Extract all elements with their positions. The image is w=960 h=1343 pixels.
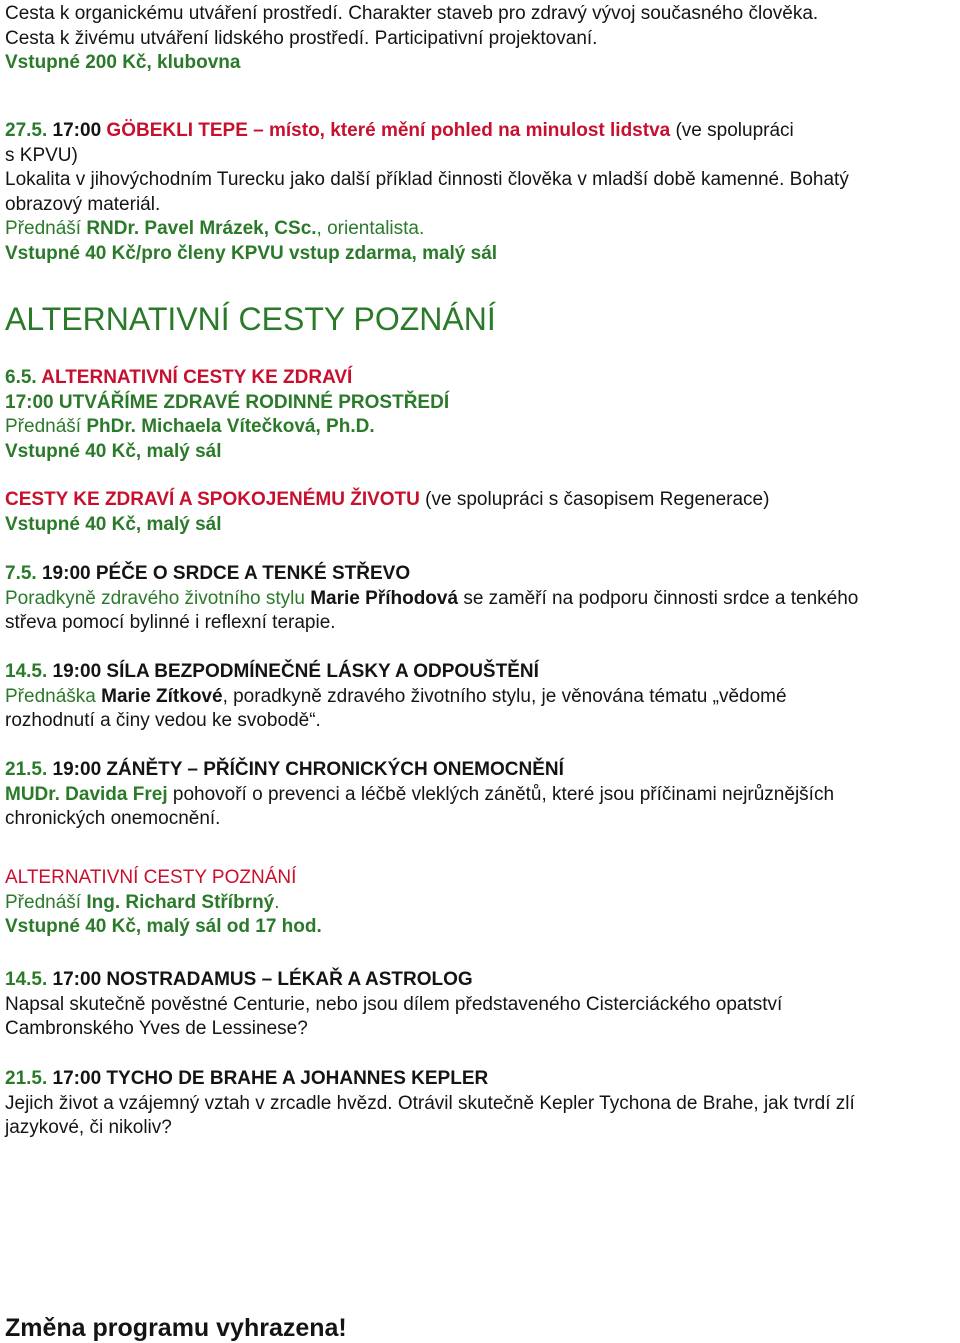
lecturer-role: , orientalista. xyxy=(316,218,425,239)
event-time: 17:00 xyxy=(47,120,107,141)
series-block xyxy=(5,488,957,537)
event-title: 19:00 PÉČE O SRDCE A TENKÉ STŘEVO xyxy=(36,563,411,584)
nostra-desc-1: Napsal skutečně pověstné Centurie, nebo jsou dílem představeného Cisterciáckého opatství xyxy=(5,993,783,1015)
desc-text: se zaměří na podporu činnosti srdce a tenkého xyxy=(458,587,859,609)
desc-text: , poradkyně zdravého životního stylu, je věnována tématu „vědomé xyxy=(222,685,787,707)
alt-entry: Vstupné 40 Kč, malý sál od 17 hod. xyxy=(5,916,322,937)
health-lecturer xyxy=(5,415,957,440)
health-heading xyxy=(5,366,957,391)
event-date: 21.5. xyxy=(5,759,48,780)
heart-heading xyxy=(5,562,957,587)
series-coop: (ve spolupráci s časopisem Regenerace) xyxy=(419,489,770,510)
lecturer-name: Marie Zítkové xyxy=(101,685,223,707)
series-title: CESTY KE ZDRAVÍ A SPOKOJENÉMU ŽIVOTU xyxy=(5,489,420,510)
intro-line-1: Cesta k organickému utváření prostředí. Charakter staveb pro zdravý vývoj současného člověka. xyxy=(5,3,819,24)
health-entry: Vstupné 40 Kč, malý sál xyxy=(5,440,222,462)
intro-line-2: Cesta k živému utváření lidského prostředí. Participativní projektovaní. xyxy=(5,27,598,49)
intro-entry: Vstupné 200 Kč, klubovna xyxy=(5,52,241,73)
footer-note: Změna programu vyhrazena! xyxy=(5,1314,347,1342)
nostra-event xyxy=(5,968,957,1042)
lecturer-prefix: Přednáší xyxy=(5,891,87,913)
love-desc-1 xyxy=(5,685,957,710)
heart-event xyxy=(5,562,957,636)
event-title: 17:00 NOSTRADAMUS – LÉKAŘ A ASTROLOG xyxy=(47,969,473,990)
lecturer-name: PhDr. Michaela Vítečková, Ph.D. xyxy=(86,416,375,437)
alt-block xyxy=(5,866,957,940)
event-date: 14.5. xyxy=(5,661,48,682)
lecturer-dot: . xyxy=(274,891,280,913)
heart-desc-1 xyxy=(5,587,957,612)
tycho-heading xyxy=(5,1067,957,1092)
series-heading xyxy=(5,488,957,513)
nostra-heading xyxy=(5,968,957,993)
desc-text: Poradkyně zdravého životního stylu xyxy=(5,587,311,609)
inflam-heading xyxy=(5,758,957,783)
lecturer-prefix: Přednáší xyxy=(5,218,87,239)
event-coop: (ve spolupráci xyxy=(670,120,794,141)
gobekli-desc-2: obrazový materiál. xyxy=(5,193,161,215)
event-date: 6.5. xyxy=(5,367,37,388)
heart-desc-2: střeva pomocí bylinné i reflexní terapie. xyxy=(5,612,336,633)
event-date: 21.5. xyxy=(5,1068,48,1089)
event-title: 17:00 TYCHO DE BRAHE A JOHANNES KEPLER xyxy=(47,1068,489,1089)
event-title: ALTERNATIVNÍ CESTY KE ZDRAVÍ xyxy=(36,367,353,388)
event-date: 14.5. xyxy=(5,969,48,990)
tycho-event xyxy=(5,1067,957,1141)
desc-text: pohovoří o prevenci a léčbě vleklých zánětů, které jsou příčinami nejrůznějších xyxy=(167,783,835,805)
inflam-event xyxy=(5,758,957,832)
love-event xyxy=(5,660,957,734)
gobekli-event xyxy=(5,119,957,266)
event-title: 19:00 ZÁNĚTY – PŘÍČINY CHRONICKÝCH ONEMOCNĚNÍ xyxy=(47,759,564,780)
love-desc-2: rozhodnutí a činy vedou ke svobodě“. xyxy=(5,710,321,731)
gobekli-lecturer xyxy=(5,217,957,242)
inflam-desc-2: chronických onemocnění. xyxy=(5,808,221,829)
lecturer-name: MUDr. Davida Frej xyxy=(5,783,168,805)
alt-lecturer xyxy=(5,891,957,916)
event-date: 7.5. xyxy=(5,563,37,584)
tycho-desc-1: Jejich život a vzájemný vztah v zrcadle hvězd. Otrávil skutečně Kepler Tychona de Brahe, jak tvrdí zlí xyxy=(5,1092,855,1114)
inflam-desc-1 xyxy=(5,783,957,808)
nostra-desc-2: Cambronského Yves de Lessinese? xyxy=(5,1018,308,1039)
gobekli-entry: Vstupné 40 Kč/pro členy KPVU vstup zdarma, malý sál xyxy=(5,242,498,264)
gobekli-heading xyxy=(5,119,957,144)
event-title: GÖBEKLI TEPE – místo, které mění pohled na minulost lidstva xyxy=(106,120,671,141)
lecturer-name: Marie Příhodová xyxy=(310,587,459,609)
lecturer-name: RNDr. Pavel Mrázek, CSc. xyxy=(86,218,317,239)
intro-block xyxy=(5,2,957,76)
alt-title: ALTERNATIVNÍ CESTY POZNÁNÍ xyxy=(5,867,297,888)
desc-text: Přednáška xyxy=(5,685,102,707)
gobekli-desc-1: Lokalita v jihovýchodním Turecku jako další příklad činnosti člověka v mladší době kamenné. Bohatý xyxy=(5,169,849,190)
health-event xyxy=(5,366,957,464)
lecturer-name: Ing. Richard Stříbrný xyxy=(86,891,275,913)
gobekli-coop-line: s KPVU) xyxy=(5,144,78,166)
tycho-desc-2: jazykové, či nikoliv? xyxy=(5,1117,172,1138)
event-title: 19:00 SÍLA BEZPODMÍNEČNÉ LÁSKY A ODPOUŠTĚNÍ xyxy=(47,661,539,682)
lecturer-prefix: Přednáší xyxy=(5,416,87,437)
section-heading: ALTERNATIVNÍ CESTY POZNÁNÍ xyxy=(5,301,496,337)
series-entry: Vstupné 40 Kč, malý sál xyxy=(5,513,222,535)
love-heading xyxy=(5,660,957,685)
health-subtitle: 17:00 UTVÁŘÍME ZDRAVÉ RODINNÉ PROSTŘEDÍ xyxy=(5,391,450,413)
event-date: 27.5. xyxy=(5,120,48,141)
